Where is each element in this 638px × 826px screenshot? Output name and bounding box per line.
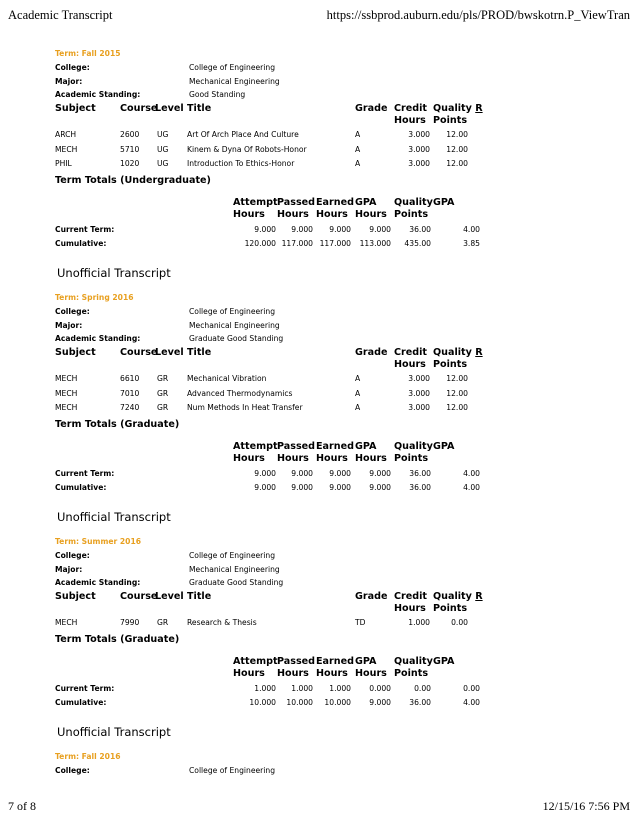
course-grade: A — [355, 159, 361, 168]
course-quality-points: 12.00 — [446, 144, 468, 154]
col-repeat-indicator: R — [475, 103, 483, 114]
col-credit-hours-line2: Hours — [394, 359, 426, 370]
cumulative-passed: 10.000 — [286, 697, 313, 707]
course-level: GR — [157, 403, 169, 412]
col-credit-hours — [394, 347, 427, 371]
course-title: Research & Thesis — [187, 618, 257, 627]
college-value: College of Engineering — [189, 307, 276, 316]
course-subject: MECH — [55, 403, 78, 412]
col-title — [187, 347, 211, 359]
col-grade-line1: Grade — [355, 591, 388, 602]
col-gpa — [433, 441, 454, 453]
current-term-quality-points: 36.00 — [409, 468, 431, 478]
col-level — [155, 591, 184, 603]
academic-standing-value: Graduate Good Standing — [189, 334, 284, 343]
col-credit-hours-line1: Credit — [394, 347, 428, 358]
col-course — [120, 347, 157, 359]
col-earned-hours-line1: Earned — [316, 440, 354, 452]
course-grade: A — [355, 374, 361, 383]
course-level: UG — [157, 144, 169, 154]
col-level-line1: Level — [155, 103, 184, 114]
col-quality-points-totals-line2: Points — [394, 452, 429, 464]
col-course-line1: Course — [120, 103, 158, 114]
col-gpa-hours — [355, 197, 387, 221]
col-attempt-hours-line1: Attempt — [233, 196, 278, 208]
current-term-gpa: 0.00 — [463, 683, 480, 693]
current-term-gpa-hours: 9.000 — [369, 468, 391, 478]
course-subject: ARCH — [55, 130, 77, 139]
term-totals-title: Term Totals (Graduate) — [55, 633, 180, 645]
course-title: Num Methods In Heat Transfer — [187, 403, 303, 412]
cumulative-attempt: 10.000 — [249, 697, 276, 707]
col-earned-hours-line2: Hours — [316, 208, 348, 220]
cumulative-gpa: 4.00 — [463, 482, 480, 492]
col-repeat-indicator: R — [475, 347, 483, 358]
col-passed-hours-line1: Passed — [277, 440, 316, 452]
course-quality-points: 12.00 — [446, 130, 468, 139]
course-credit-hours: 3.000 — [408, 130, 430, 139]
major-label: Major: — [55, 77, 83, 86]
col-title-line1: Title — [187, 347, 212, 358]
col-quality-points-totals-line2: Points — [394, 667, 429, 679]
course-title: Art Of Arch Place And Culture — [187, 130, 299, 139]
col-subject — [55, 103, 96, 115]
course-title: Mechanical Vibration — [187, 374, 267, 383]
col-passed-hours-line1: Passed — [277, 655, 316, 667]
cumulative-gpa-hours: 9.000 — [369, 482, 391, 492]
col-earned-hours — [316, 441, 354, 465]
cumulative-earned: 10.000 — [324, 697, 351, 707]
col-gpa-hours-line1: GPA — [355, 655, 377, 667]
col-grade — [355, 103, 387, 115]
course-subject: MECH — [55, 374, 78, 383]
course-subject: MECH — [55, 144, 78, 154]
col-quality-label: Quality — [433, 103, 472, 114]
col-title — [187, 103, 211, 115]
cumulative-attempt: 9.000 — [254, 482, 276, 492]
col-quality-points-totals-line2: Points — [394, 208, 429, 220]
col-grade — [355, 347, 387, 359]
course-grade: A — [355, 130, 361, 139]
current-term-passed: 1.000 — [291, 683, 313, 693]
cumulative-passed: 9.000 — [291, 482, 313, 492]
course-level: GR — [157, 388, 169, 398]
course-number: 7240 — [120, 403, 140, 412]
major-value: Mechanical Engineering — [189, 321, 280, 330]
col-grade-line1: Grade — [355, 103, 388, 114]
col-credit-hours-line1: Credit — [394, 591, 428, 602]
col-passed-hours — [277, 441, 315, 465]
course-title: Kinem & Dyna Of Robots-Honor — [187, 144, 307, 154]
college-label: College: — [55, 766, 90, 775]
col-gpa — [433, 197, 454, 209]
course-title: Advanced Thermodynamics — [187, 388, 293, 398]
course-number: 6610 — [120, 374, 140, 383]
current-term-gpa-hours: 9.000 — [369, 224, 391, 234]
col-gpa-hours-line2: Hours — [355, 452, 387, 464]
course-level: UG — [157, 159, 169, 168]
cumulative-earned: 9.000 — [329, 482, 351, 492]
col-quality-label: Quality — [433, 347, 472, 358]
col-subject-line1: Subject — [55, 347, 96, 358]
col-grade — [355, 591, 387, 603]
col-gpa-hours-line1: GPA — [355, 196, 377, 208]
col-course-line1: Course — [120, 347, 158, 358]
col-gpa-hours — [355, 656, 387, 680]
col-gpa-hours-line2: Hours — [355, 667, 387, 679]
col-attempt-hours — [233, 441, 278, 465]
college-value: College of Engineering — [189, 766, 276, 775]
current-term-gpa: 4.00 — [463, 468, 480, 478]
academic-standing-value: Graduate Good Standing — [189, 578, 284, 587]
col-quality-points-totals — [394, 441, 433, 465]
cumulative-gpa: 3.85 — [463, 238, 480, 248]
term-totals-title: Term Totals (Graduate) — [55, 418, 180, 430]
cumulative-gpa: 4.00 — [463, 697, 480, 707]
course-credit-hours: 3.000 — [408, 144, 430, 154]
course-number: 2600 — [120, 130, 140, 139]
cumulative-gpa-hours: 113.000 — [359, 238, 391, 248]
major-value: Mechanical Engineering — [189, 565, 280, 574]
col-attempt-hours-line1: Attempt — [233, 440, 278, 452]
term-heading: Term: Fall 2016 — [55, 752, 121, 761]
col-quality-line1 — [433, 347, 483, 359]
current-term-gpa: 4.00 — [463, 224, 480, 234]
college-label: College: — [55, 63, 90, 72]
course-grade: A — [355, 144, 361, 154]
col-credit-hours-line1: Credit — [394, 103, 428, 114]
current-term-earned: 9.000 — [329, 468, 351, 478]
course-grade: A — [355, 403, 361, 412]
col-gpa-hours-line2: Hours — [355, 208, 387, 220]
course-level: GR — [157, 618, 169, 627]
cumulative-earned: 117.000 — [319, 238, 351, 248]
col-quality-points — [433, 347, 483, 371]
col-earned-hours — [316, 656, 354, 680]
course-quality-points: 12.00 — [446, 403, 468, 412]
col-subject — [55, 591, 96, 603]
unofficial-transcript-label: Unofficial Transcript — [57, 266, 171, 280]
cumulative-gpa-hours: 9.000 — [369, 697, 391, 707]
col-earned-hours-line1: Earned — [316, 655, 354, 667]
major-label: Major: — [55, 565, 83, 574]
course-credit-hours: 3.000 — [408, 388, 430, 398]
college-value: College of Engineering — [189, 63, 276, 72]
col-credit-hours — [394, 591, 427, 615]
print-datetime: 12/15/16 7:56 PM — [542, 799, 630, 813]
course-grade: A — [355, 388, 361, 398]
course-quality-points: 12.00 — [446, 388, 468, 398]
major-label: Major: — [55, 321, 83, 330]
col-repeat-indicator: R — [475, 591, 483, 602]
col-passed-hours-line2: Hours — [277, 452, 309, 464]
col-passed-hours-line1: Passed — [277, 196, 316, 208]
course-number: 1020 — [120, 159, 140, 168]
col-passed-hours-line2: Hours — [277, 667, 309, 679]
col-quality-points — [433, 591, 483, 615]
col-subject-line1: Subject — [55, 591, 96, 602]
course-number: 7010 — [120, 388, 140, 398]
course-credit-hours: 3.000 — [408, 159, 430, 168]
col-level-line1: Level — [155, 591, 184, 602]
course-number: 7990 — [120, 618, 140, 627]
col-quality-points-totals — [394, 656, 433, 680]
col-level — [155, 103, 184, 115]
col-title-line1: Title — [187, 591, 212, 602]
course-number: 5710 — [120, 144, 140, 154]
col-credit-hours-line2: Hours — [394, 115, 426, 126]
course-subject: PHIL — [55, 159, 72, 168]
col-gpa-hours-line1: GPA — [355, 440, 377, 452]
cumulative-quality-points: 435.00 — [404, 238, 431, 248]
cumulative-passed: 117.000 — [281, 238, 313, 248]
academic-standing-label: Academic Standing: — [55, 334, 141, 343]
col-points-label: Points — [433, 115, 468, 126]
course-quality-points: 12.00 — [446, 374, 468, 383]
cumulative-label: Cumulative: — [55, 697, 107, 707]
cumulative-quality-points: 36.00 — [409, 482, 431, 492]
academic-standing-label: Academic Standing: — [55, 90, 141, 99]
course-credit-hours: 1.000 — [408, 618, 430, 627]
col-title-line1: Title — [187, 103, 212, 114]
col-passed-hours — [277, 197, 315, 221]
cumulative-label: Cumulative: — [55, 482, 107, 492]
current-term-passed: 9.000 — [291, 468, 313, 478]
course-quality-points: 0.00 — [451, 618, 468, 627]
col-quality-points — [433, 103, 483, 127]
col-quality-line1 — [433, 591, 483, 603]
col-title — [187, 591, 211, 603]
current-term-attempt: 1.000 — [254, 683, 276, 693]
unofficial-transcript-label: Unofficial Transcript — [57, 510, 171, 524]
cumulative-label: Cumulative: — [55, 238, 107, 248]
term-totals-title: Term Totals (Undergraduate) — [55, 174, 211, 186]
cumulative-attempt: 120.000 — [244, 238, 276, 248]
course-subject: MECH — [55, 388, 78, 398]
col-credit-hours — [394, 103, 427, 127]
col-subject — [55, 347, 96, 359]
col-earned-hours-line2: Hours — [316, 667, 348, 679]
academic-standing-value: Good Standing — [189, 90, 246, 99]
current-term-earned: 1.000 — [329, 683, 351, 693]
col-course — [120, 591, 157, 603]
current-term-label: Current Term: — [55, 683, 115, 693]
col-attempt-hours-line2: Hours — [233, 208, 265, 220]
current-term-passed: 9.000 — [291, 224, 313, 234]
col-subject-line1: Subject — [55, 103, 96, 114]
major-value: Mechanical Engineering — [189, 77, 280, 86]
col-credit-hours-line2: Hours — [394, 603, 426, 614]
current-term-label: Current Term: — [55, 224, 115, 234]
term-heading: Term: Summer 2016 — [55, 537, 142, 546]
current-term-attempt: 9.000 — [254, 468, 276, 478]
col-quality-label: Quality — [433, 591, 472, 602]
course-subject: MECH — [55, 618, 78, 627]
col-quality-points-totals-line1: Quality — [394, 196, 433, 208]
cumulative-quality-points: 36.00 — [409, 697, 431, 707]
col-quality-line1 — [433, 103, 483, 115]
col-passed-hours-line2: Hours — [277, 208, 309, 220]
col-gpa-line1: GPA — [433, 655, 455, 667]
col-earned-hours — [316, 197, 354, 221]
page-number: 7 of 8 — [8, 799, 36, 813]
course-quality-points: 12.00 — [446, 159, 468, 168]
col-gpa-hours — [355, 441, 387, 465]
browser-page-url: https://ssbprod.auburn.edu/pls/PROD/bwskotrn.P_ViewTran — [326, 8, 630, 22]
current-term-earned: 9.000 — [329, 224, 351, 234]
current-term-quality-points: 36.00 — [409, 224, 431, 234]
term-heading: Term: Fall 2015 — [55, 49, 121, 58]
browser-page-title: Academic Transcript — [8, 8, 113, 22]
col-attempt-hours — [233, 197, 278, 221]
col-course-line1: Course — [120, 591, 158, 602]
academic-standing-label: Academic Standing: — [55, 578, 141, 587]
col-gpa-line1: GPA — [433, 196, 455, 208]
course-level: GR — [157, 374, 169, 383]
col-earned-hours-line2: Hours — [316, 452, 348, 464]
course-credit-hours: 3.000 — [408, 403, 430, 412]
col-passed-hours — [277, 656, 315, 680]
col-attempt-hours-line1: Attempt — [233, 655, 278, 667]
col-quality-points-totals-line1: Quality — [394, 655, 433, 667]
college-value: College of Engineering — [189, 551, 276, 560]
course-level: UG — [157, 130, 169, 139]
col-attempt-hours — [233, 656, 278, 680]
college-label: College: — [55, 551, 90, 560]
term-heading: Term: Spring 2016 — [55, 293, 134, 302]
course-title: Introduction To Ethics-Honor — [187, 159, 295, 168]
col-gpa-line1: GPA — [433, 440, 455, 452]
current-term-gpa-hours: 0.000 — [369, 683, 391, 693]
col-earned-hours-line1: Earned — [316, 196, 354, 208]
col-attempt-hours-line2: Hours — [233, 452, 265, 464]
college-label: College: — [55, 307, 90, 316]
col-points-label: Points — [433, 359, 468, 370]
col-quality-points-totals-line1: Quality — [394, 440, 433, 452]
col-level — [155, 347, 184, 359]
current-term-label: Current Term: — [55, 468, 115, 478]
col-gpa — [433, 656, 454, 668]
unofficial-transcript-label: Unofficial Transcript — [57, 725, 171, 739]
col-grade-line1: Grade — [355, 347, 388, 358]
col-quality-points-totals — [394, 197, 433, 221]
col-attempt-hours-line2: Hours — [233, 667, 265, 679]
current-term-attempt: 9.000 — [254, 224, 276, 234]
col-level-line1: Level — [155, 347, 184, 358]
col-points-label: Points — [433, 603, 468, 614]
current-term-quality-points: 0.00 — [414, 683, 431, 693]
course-grade: TD — [355, 618, 366, 627]
col-course — [120, 103, 157, 115]
course-credit-hours: 3.000 — [408, 374, 430, 383]
